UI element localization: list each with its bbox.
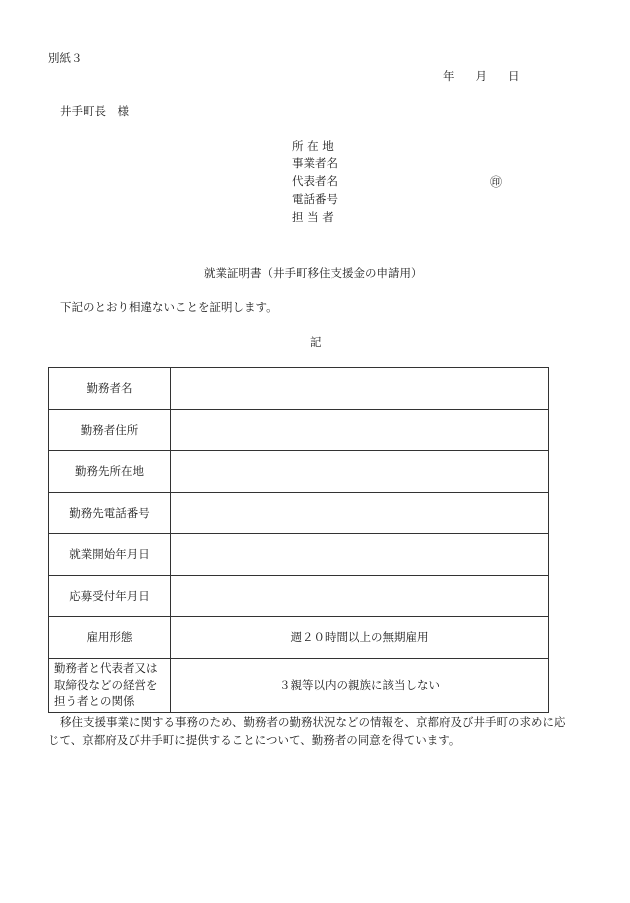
relationship-label-line: 勤務者と代表者又は (54, 661, 158, 676)
ki-marker: 記 (310, 335, 322, 349)
sender-contact-person-label: 担 当 者 (292, 210, 334, 224)
date-line (443, 68, 520, 84)
table-row (49, 617, 549, 659)
sender-phone-label: 電話番号 (292, 192, 338, 206)
table-row (49, 451, 549, 493)
relationship-label-line: 担う者との関係 (54, 694, 135, 709)
seal-mark: ㊞ (490, 175, 503, 189)
row-label: 勤務者名 (49, 368, 171, 410)
relationship-label-line: 取締役などの経営を (54, 677, 158, 692)
intro-text: 下記のとおり相違ないことを証明します。 (60, 300, 278, 314)
certificate-table (48, 367, 549, 713)
row-label: 勤務先所在地 (49, 451, 171, 493)
table-row (49, 492, 549, 534)
table-row (49, 658, 549, 712)
row-value: 週２０時間以上の無期雇用 (171, 617, 549, 659)
document-title: 就業証明書（井手町移住支援金の申請用） (204, 266, 423, 280)
row-label: 勤務者住所 (49, 409, 171, 451)
date-year-label: 年 (443, 69, 455, 83)
date-day-label: 日 (508, 69, 520, 83)
sender-business-name-label: 事業者名 (292, 156, 338, 170)
addressee: 井手町長 様 (60, 104, 129, 118)
row-value (171, 409, 549, 451)
row-label-relationship (49, 658, 171, 712)
date-month-label: 月 (475, 69, 487, 83)
table-row (49, 409, 549, 451)
table-row (49, 368, 549, 410)
row-value (171, 368, 549, 410)
table-row (49, 575, 549, 617)
consent-statement: 移住支援事業に関する事務のため、勤務者の勤務状況などの情報を、京都府及び井手町の求めに応じて、京都府及び井手町に提供することについて、勤務者の同意を得ています。 (48, 715, 566, 747)
row-value (171, 451, 549, 493)
row-label: 就業開始年月日 (49, 534, 171, 576)
table-row (49, 534, 549, 576)
sender-representative-label: 代表者名 (292, 174, 338, 188)
sender-address-label: 所 在 地 (292, 139, 334, 153)
row-value-relationship: ３親等以内の親族に該当しない (171, 658, 549, 712)
row-value (171, 575, 549, 617)
row-label: 応募受付年月日 (49, 575, 171, 617)
row-value (171, 492, 549, 534)
row-value (171, 534, 549, 576)
attachment-number: 別紙３ (48, 51, 83, 65)
row-label: 勤務先電話番号 (49, 492, 171, 534)
row-label: 雇用形態 (49, 617, 171, 659)
